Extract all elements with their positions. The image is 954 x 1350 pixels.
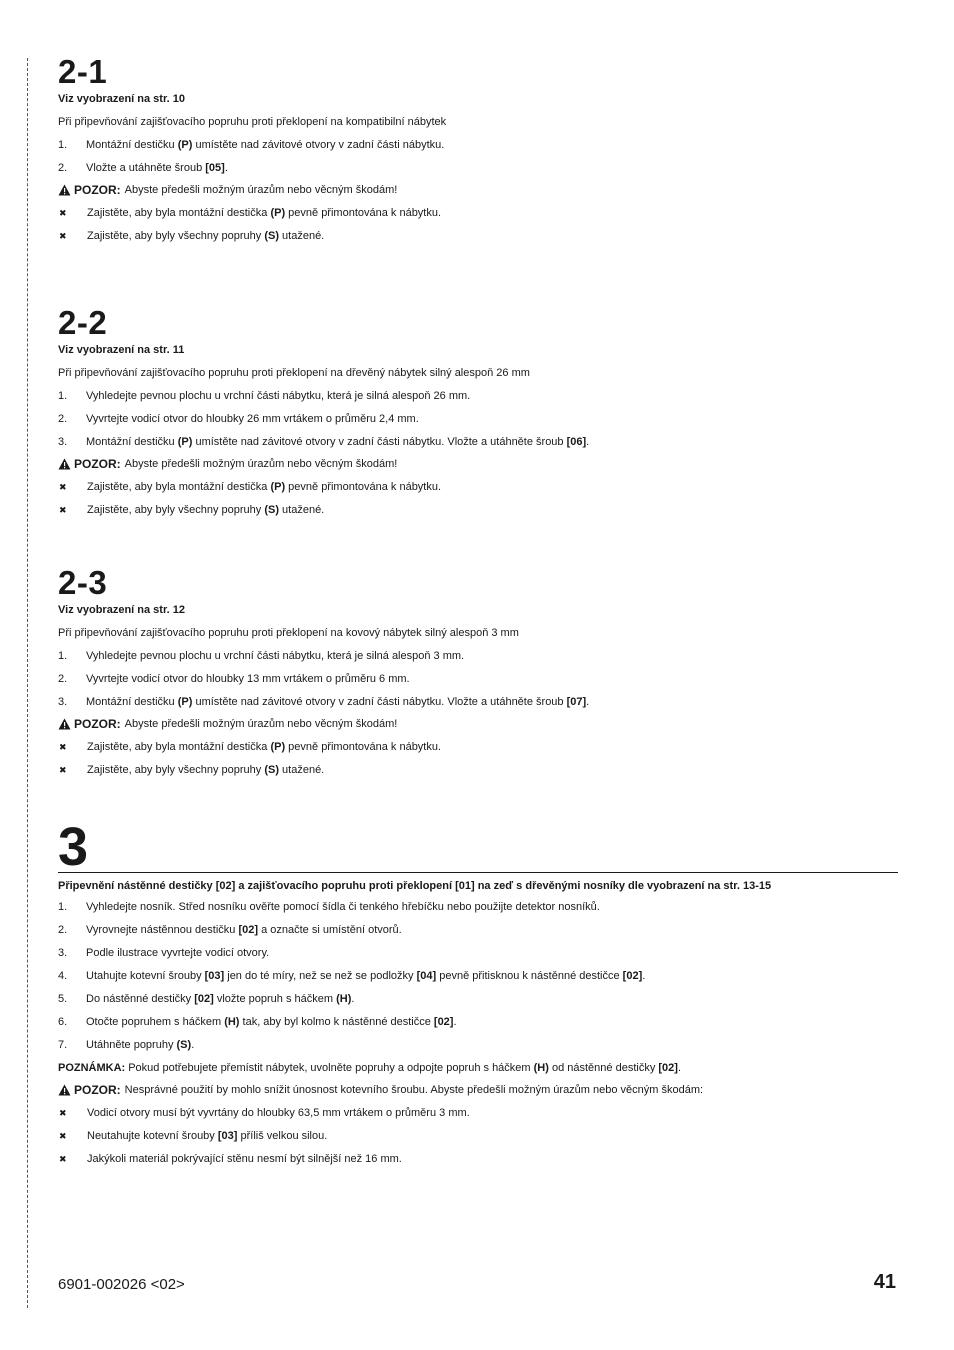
warning	[58, 183, 898, 197]
step-number: 6.	[58, 1016, 68, 1028]
warning-icon	[58, 718, 71, 730]
step-text: Vyrovnejte nástěnnou destičku [02] a označte si umístění otvorů.	[86, 924, 402, 936]
page-number: 41	[873, 1271, 896, 1293]
bullet-icon: ✖	[59, 1108, 67, 1118]
bullet-icon: ✖	[59, 1131, 67, 1141]
note-label: POZNÁMKA:	[58, 1062, 126, 1074]
step-1	[58, 649, 898, 663]
bullet-icon: ✖	[59, 208, 67, 218]
step-text: Vložte a utáhněte šroub [05].	[86, 162, 228, 174]
step-5	[58, 992, 898, 1006]
step-text: Montážní destičku (P) umístěte nad závitové otvory v zadní části nábytku.	[86, 139, 445, 151]
step-number: 1.	[58, 650, 68, 662]
step-6	[58, 1015, 898, 1029]
step-4	[58, 969, 898, 983]
step-number: 3.	[58, 696, 68, 708]
figure-reference: Viz vyobrazení na str. 11	[58, 344, 185, 356]
step-number: 4.	[58, 970, 68, 982]
section-2-1	[58, 54, 898, 243]
warning-text: Abyste předešli možným úrazům nebo věcným škodám!	[124, 184, 398, 196]
step-1	[58, 900, 898, 914]
section-title: 2-2	[58, 304, 108, 341]
step-2	[58, 923, 898, 937]
step-number: 7.	[58, 1039, 68, 1051]
step-number: 1.	[58, 390, 68, 402]
step-text: Vyvrtejte vodicí otvor do hloubky 13 mm vrtákem o průměru 6 mm.	[86, 673, 410, 685]
step-number: 3.	[58, 947, 68, 959]
section-title-rule	[58, 817, 898, 877]
step-text: Vyvrtejte vodicí otvor do hloubky 26 mm vrtákem o průměru 2,4 mm.	[86, 413, 419, 425]
note-text: POZNÁMKA: Pokud potřebujete přemístit nábytek, uvolněte popruhy a odpojte popruh s háčkem (H) od nástěnné destičky [02].	[58, 1062, 682, 1074]
section-2-3	[58, 565, 898, 777]
warning	[58, 1083, 898, 1097]
step-text: Do nástěnné destičky [02] vložte popruh s háčkem (H).	[86, 993, 355, 1005]
bullet-icon: ✖	[59, 1154, 67, 1164]
step-number: 5.	[58, 993, 68, 1005]
warning-text: Nesprávné použití by mohlo snížit únosnost kotevního šroubu. Abyste předešli možným úrazům nebo věcným škodám:	[124, 1084, 704, 1096]
bullet-text: Zajistěte, aby byla montážní destička (P) pevně přimontována k nábytku.	[87, 481, 442, 493]
figure-reference: Připevnění nástěnné destičky [02] a zajišťovacího popruhu proti překlopení [01] na zeď s dřevěnými nosníky dle vyobrazení na str. 13-15	[58, 880, 772, 892]
step-3	[58, 435, 898, 449]
step-text: Otočte popruhem s háčkem (H) tak, aby byl kolmo k nástěnné destičce [02].	[86, 1016, 457, 1028]
step-1	[58, 138, 898, 152]
section-intro: Při připevňování zajišťovacího popruhu proti překlopení na kompatibilní nábytek	[58, 116, 447, 128]
warning	[58, 717, 898, 731]
warning-label: POZOR:	[74, 183, 121, 197]
section-title: 2-3	[58, 564, 108, 601]
section-title: 2-1	[58, 53, 108, 90]
step-number: 2.	[58, 413, 68, 425]
step-number: 2.	[58, 673, 68, 685]
bullet-2	[58, 229, 898, 243]
step-7	[58, 1038, 898, 1052]
document-code: 6901-002026 <02>	[58, 1276, 185, 1293]
warning-label: POZOR:	[74, 1083, 121, 1097]
bullet-text: Neutahujte kotevní šrouby [03] příliš velkou silou.	[87, 1130, 328, 1142]
bullet-icon: ✖	[59, 505, 67, 515]
bullet-text: Zajistěte, aby byla montážní destička (P) pevně přimontována k nábytku.	[87, 741, 442, 753]
step-3	[58, 946, 898, 960]
bullet-text: Jakýkoli materiál pokrývající stěnu nesmí být silnější než 16 mm.	[87, 1153, 402, 1165]
cut-line	[27, 58, 28, 1308]
step-number: 1.	[58, 901, 68, 913]
warning-icon	[58, 184, 71, 196]
step-2	[58, 161, 898, 175]
bullet-text: Zajistěte, aby byly všechny popruhy (S) utažené.	[87, 230, 325, 242]
step-text: Utáhněte popruhy (S).	[86, 1039, 195, 1051]
step-text: Vyhledejte nosník. Střed nosníku ověřte pomocí šídla či tenkého hřebíčku nebo použijte detektor nosníků.	[86, 901, 600, 913]
warning-icon	[58, 458, 71, 470]
bullet-icon: ✖	[59, 231, 67, 241]
bullet-icon: ✖	[59, 765, 67, 775]
figure-reference: Viz vyobrazení na str. 10	[58, 93, 185, 105]
section-title: 3	[58, 817, 89, 877]
bullet-1	[58, 206, 898, 220]
step-1	[58, 389, 898, 403]
figure-reference: Viz vyobrazení na str. 12	[58, 604, 185, 616]
step-3	[58, 695, 898, 709]
bullet-2	[58, 763, 898, 777]
bullet-text: Zajistěte, aby byly všechny popruhy (S) utažené.	[87, 504, 325, 516]
warning-icon	[58, 1084, 71, 1096]
step-number: 2.	[58, 924, 68, 936]
warning-text: Abyste předešli možným úrazům nebo věcným škodám!	[124, 458, 398, 470]
section-intro: Při připevňování zajišťovacího popruhu proti překlopení na kovový nábytek silný alespoň 3 mm	[58, 627, 519, 639]
warning-label: POZOR:	[74, 717, 121, 731]
warning-label: POZOR:	[74, 457, 121, 471]
step-text: Vyhledejte pevnou plochu u vrchní části nábytku, která je silná alespoň 26 mm.	[86, 390, 471, 402]
step-2	[58, 672, 898, 686]
bullet-1	[58, 480, 898, 494]
step-text: Vyhledejte pevnou plochu u vrchní části nábytku, která je silná alespoň 3 mm.	[86, 650, 465, 662]
step-text: Utahujte kotevní šrouby [03] jen do té míry, než se než se podložky [04] pevně přitisknou k nástěnné destičce [02].	[86, 970, 646, 982]
bullet-3	[58, 1152, 898, 1166]
warning	[58, 457, 898, 471]
step-number: 3.	[58, 436, 68, 448]
bullet-2	[58, 1129, 898, 1143]
bullet-icon: ✖	[59, 742, 67, 752]
step-number: 1.	[58, 139, 68, 151]
bullet-1	[58, 1106, 898, 1120]
section-intro: Při připevňování zajišťovacího popruhu proti překlopení na dřevěný nábytek silný alespoň 26 mm	[58, 367, 530, 379]
bullet-1	[58, 740, 898, 754]
section-2-2	[58, 305, 898, 517]
bullet-text: Zajistěte, aby byly všechny popruhy (S) utažené.	[87, 764, 325, 776]
step-2	[58, 412, 898, 426]
step-number: 2.	[58, 162, 68, 174]
section-3	[58, 817, 898, 1166]
step-text: Montážní destičku (P) umístěte nad závitové otvory v zadní části nábytku. Vložte a utáhněte šroub [06].	[86, 436, 590, 448]
bullet-text: Vodicí otvory musí být vyvrtány do hloubky 63,5 mm vrtákem o průměru 3 mm.	[87, 1107, 470, 1119]
step-text: Podle ilustrace vyvrtejte vodicí otvory.	[86, 947, 270, 959]
bullet-text: Zajistěte, aby byla montážní destička (P) pevně přimontována k nábytku.	[87, 207, 442, 219]
bullet-icon: ✖	[59, 482, 67, 492]
step-text: Montážní destičku (P) umístěte nad závitové otvory v zadní části nábytku. Vložte a utáhněte šroub [07].	[86, 696, 590, 708]
note	[58, 1061, 898, 1075]
bullet-2	[58, 503, 898, 517]
warning-text: Abyste předešli možným úrazům nebo věcným škodám!	[124, 718, 398, 730]
